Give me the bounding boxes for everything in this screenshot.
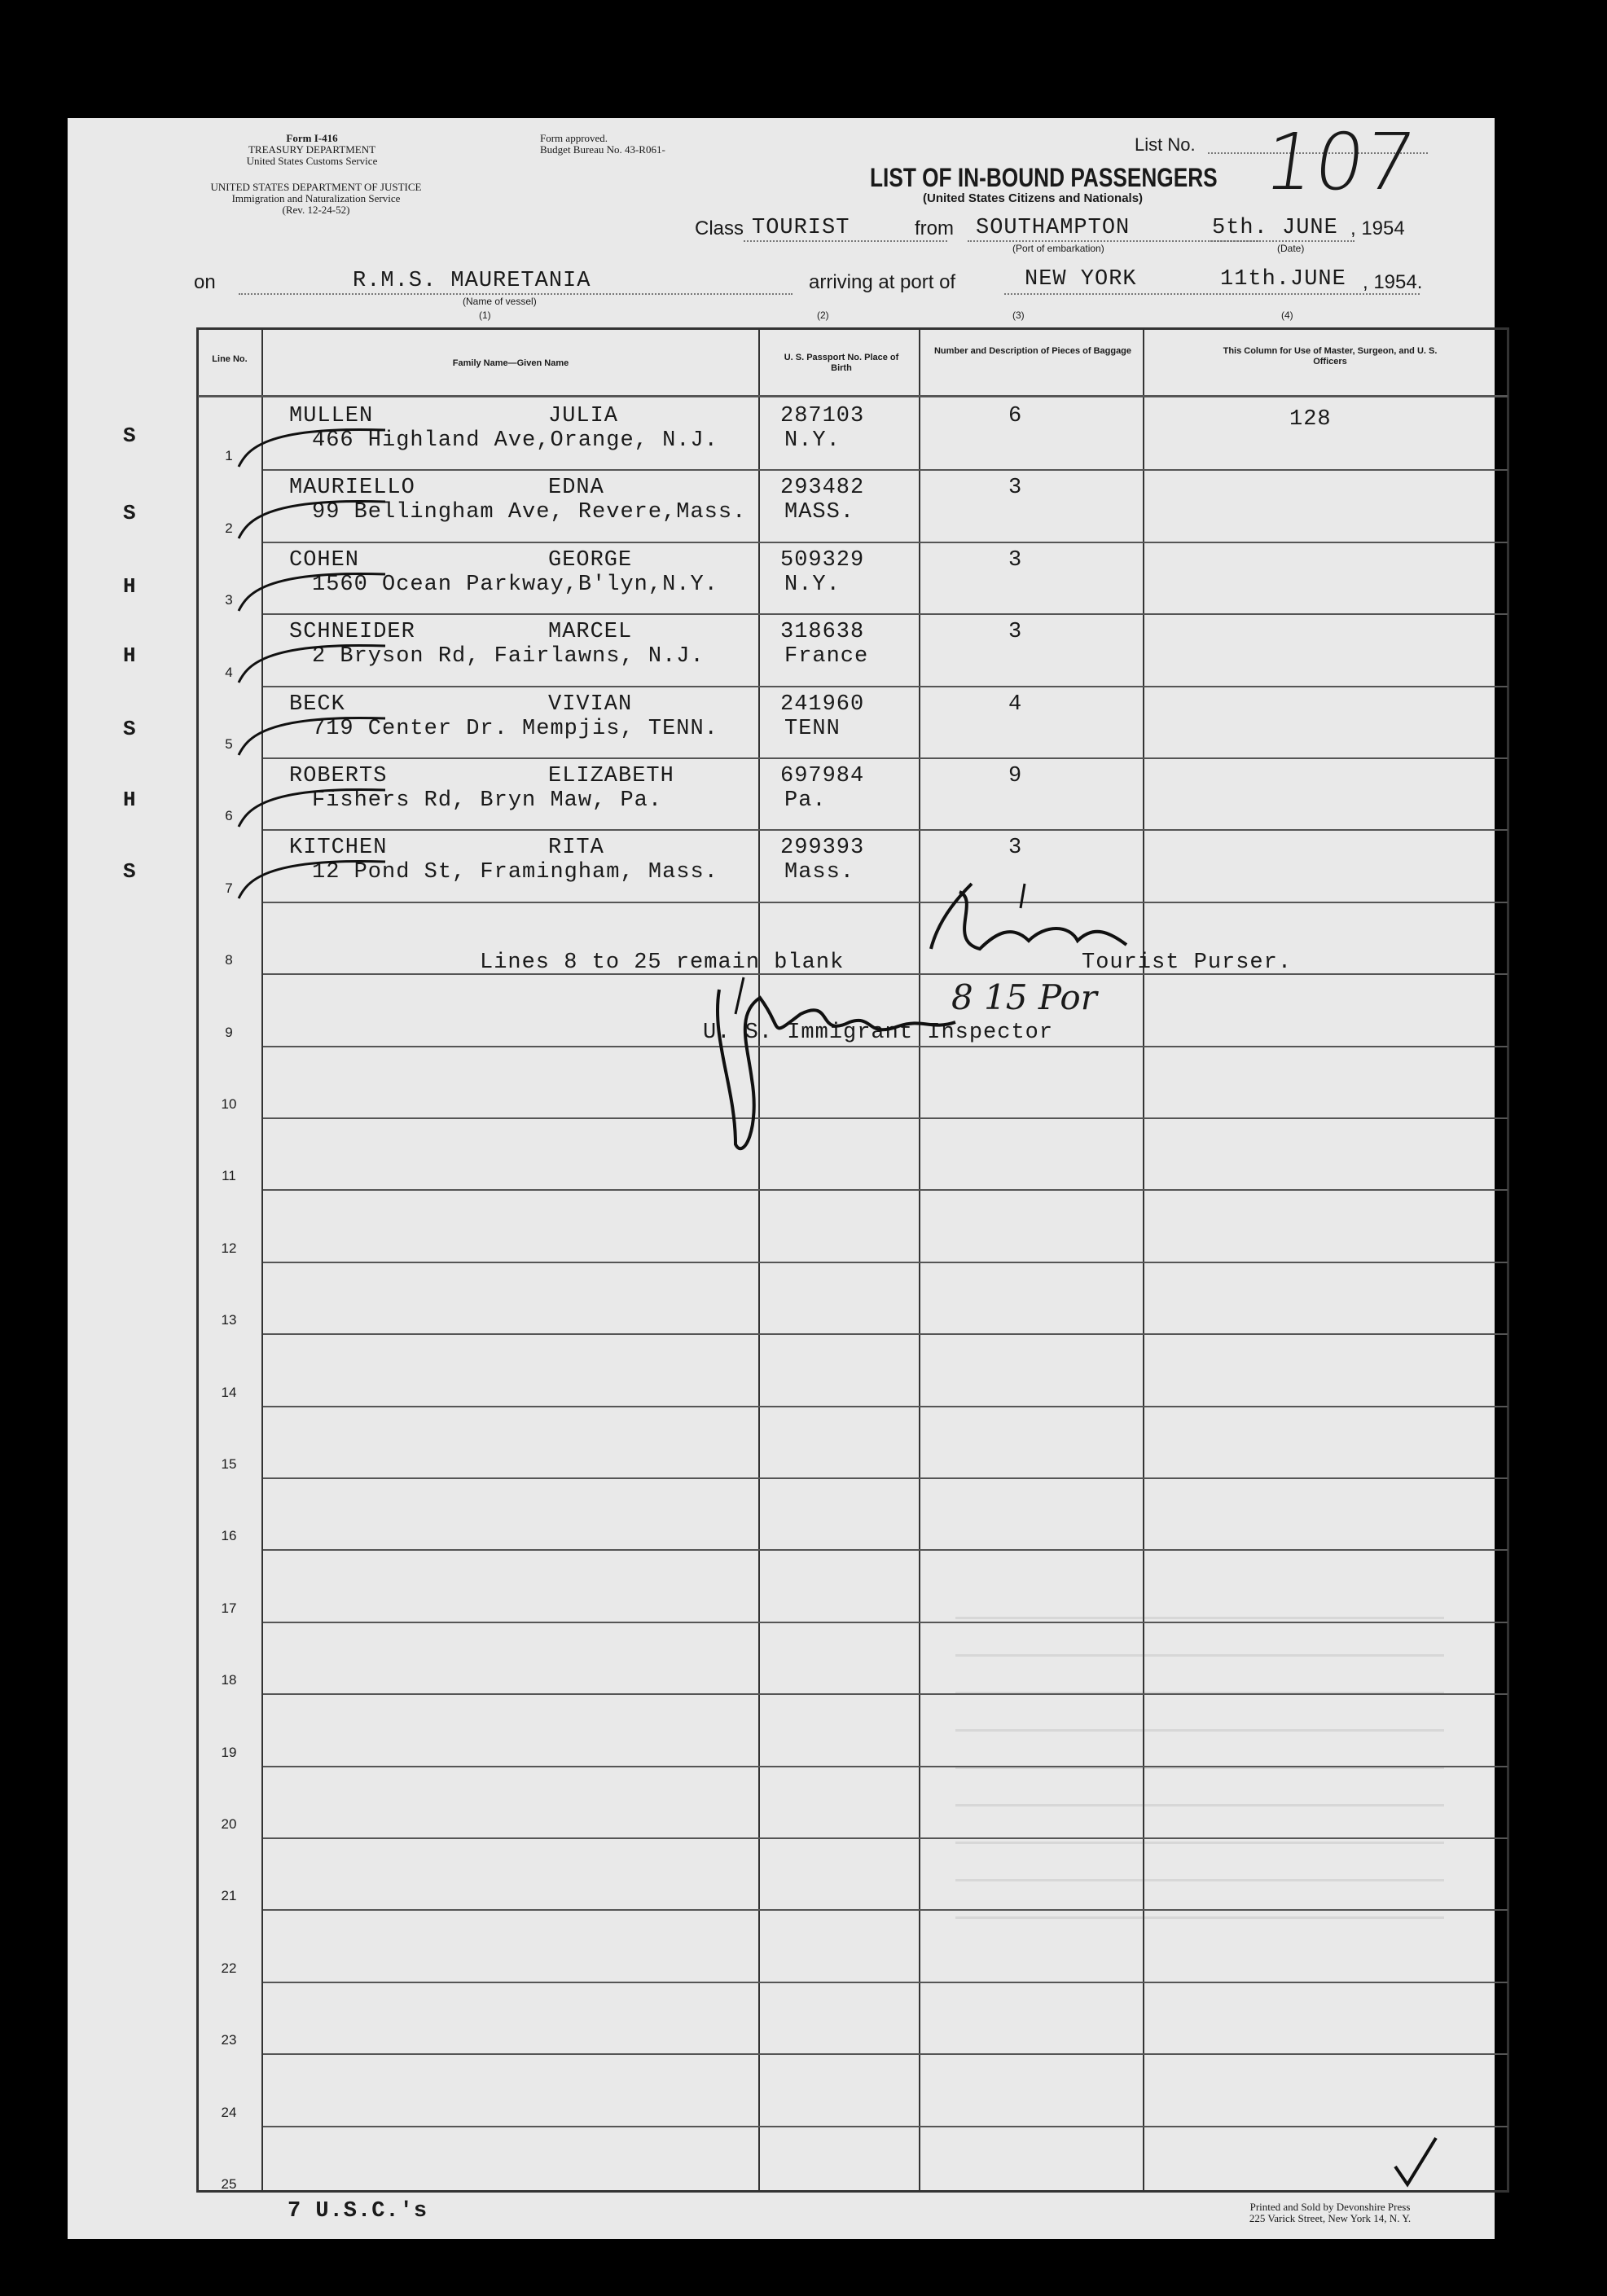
passenger-family-name: COHEN <box>289 547 360 573</box>
arrival-port: NEW YORK <box>1025 267 1137 292</box>
class-value: TOURIST <box>752 216 850 240</box>
baggage-count: 4 <box>1008 691 1023 717</box>
place-of-birth: Pa. <box>784 788 827 813</box>
passenger-family-name: ROBERTS <box>289 764 388 788</box>
passenger-address: 99 Bellingham Ave, Revere,Mass. <box>312 500 747 525</box>
line-check-mark <box>231 706 393 763</box>
line-check-mark <box>231 849 393 907</box>
class-line <box>744 240 947 242</box>
passport-number: 241960 <box>780 691 865 717</box>
margin-letter: H <box>123 643 136 668</box>
arrival-year: , 1954. <box>1363 271 1423 293</box>
baggage-count: 9 <box>1008 764 1023 788</box>
passport-number: 509329 <box>780 547 865 573</box>
arrival-line <box>1004 293 1420 295</box>
baggage-count: 3 <box>1008 547 1023 573</box>
header-rule <box>198 395 1508 397</box>
line-number: 1 <box>225 448 233 464</box>
form-number: Form I-416 <box>286 132 338 144</box>
treasury-dept: TREASURY DEPARTMENT <box>248 143 376 156</box>
line-number: 6 <box>225 808 233 824</box>
line-number: 3 <box>225 592 233 608</box>
row-rule <box>263 613 1508 615</box>
row-rule <box>263 686 1508 687</box>
purser-label: Tourist Purser. <box>1082 950 1293 975</box>
departure-year: , 1954 <box>1350 217 1405 239</box>
row-rule <box>263 2053 1508 2055</box>
from-value: SOUTHAMPTON <box>976 216 1131 240</box>
line-number: 16 <box>221 1528 237 1544</box>
line-number: 10 <box>221 1096 237 1112</box>
line-number: 20 <box>221 1816 237 1832</box>
on-label: on <box>194 271 216 293</box>
passport-number: 287103 <box>780 404 865 428</box>
row-rule <box>263 2126 1508 2127</box>
line-number: 22 <box>221 1960 237 1976</box>
place-of-birth: N.Y. <box>784 428 841 453</box>
row-rule <box>263 1262 1508 1263</box>
bleed-through-text <box>955 1617 1444 1926</box>
purser-signature <box>882 876 1192 965</box>
col-divider <box>919 327 920 2193</box>
margin-letter: H <box>123 574 136 599</box>
col-header-line: Line No. <box>212 354 248 364</box>
from-label: from <box>915 217 954 239</box>
line-check-mark <box>231 562 393 619</box>
justice-dept: UNITED STATES DEPARTMENT OF JUSTICE <box>210 181 422 193</box>
passenger-family-name: KITCHEN <box>289 836 388 861</box>
line-number: 8 <box>225 952 233 968</box>
row-rule <box>263 1333 1508 1335</box>
col-num-4: (4) <box>1281 309 1293 321</box>
customs-service: United States Customs Service <box>246 155 378 167</box>
row-rule <box>263 1982 1508 1983</box>
form-revision: (Rev. 12-24-52) <box>282 204 350 216</box>
passenger-given-name: VIVIAN <box>548 691 633 717</box>
col-header-passport: U. S. Passport No. Place of Birth <box>784 353 899 373</box>
port-caption: (Port of embarkation) <box>1012 243 1104 254</box>
row-rule <box>263 1189 1508 1191</box>
passenger-address: 12 Pond St, Framingham, Mass. <box>312 860 718 885</box>
passenger-given-name: GEORGE <box>548 547 633 573</box>
margin-letter: S <box>123 501 136 525</box>
vessel-caption: (Name of vessel) <box>463 296 537 307</box>
line-number: 13 <box>221 1312 237 1328</box>
passenger-family-name: SCHNEIDER <box>289 620 415 645</box>
form-subtitle: (United States Citizens and Nationals) <box>923 191 1144 205</box>
line-check-mark <box>231 778 393 835</box>
form-title: LIST OF IN-BOUND PASSENGERS <box>870 163 1218 192</box>
date-caption: (Date) <box>1277 243 1305 254</box>
passenger-family-name: MAURIELLO <box>289 476 415 501</box>
line-number: 19 <box>221 1744 237 1760</box>
passport-number: 318638 <box>780 620 865 645</box>
baggage-count: 3 <box>1008 836 1023 861</box>
place-of-birth: France <box>784 644 869 669</box>
col-num-3: (3) <box>1012 309 1025 321</box>
passenger-address: 719 Center Dr. Mempjis, TENN. <box>312 716 718 741</box>
place-of-birth: MASS. <box>784 500 855 525</box>
printer-line-1: Printed and Sold by Devonshire Press <box>1249 2201 1411 2213</box>
inspector-signature <box>687 965 980 1177</box>
officer-note: 128 <box>1289 407 1332 432</box>
col-num-2: (2) <box>817 309 829 321</box>
line-number: 2 <box>225 520 233 536</box>
vessel-line <box>239 293 793 295</box>
passenger-given-name: JULIA <box>548 404 619 428</box>
row-rule <box>263 1406 1508 1407</box>
class-label: Class <box>695 217 744 239</box>
baggage-count: 3 <box>1008 476 1023 501</box>
blank-lines-note: Lines 8 to 25 remain blank <box>480 950 845 975</box>
passenger-address: 466 Highland Ave,Orange, N.J. <box>312 428 718 453</box>
footer-count: 7 U.S.C.'s <box>288 2199 428 2224</box>
line-number: 15 <box>221 1456 237 1472</box>
passenger-given-name: MARCEL <box>548 620 633 645</box>
passenger-address: 2 Bryson Rd, Fairlawns, N.J. <box>312 644 705 669</box>
row-rule <box>263 469 1508 471</box>
row-rule <box>263 542 1508 543</box>
passenger-address: Fishers Rd, Bryn Maw, Pa. <box>312 788 663 813</box>
list-no-value: 107 <box>1258 116 1421 208</box>
col-divider <box>758 327 760 2193</box>
line-check-mark <box>231 634 393 691</box>
place-of-birth: TENN <box>784 716 841 741</box>
vessel-name: R.M.S. MAURETANIA <box>353 269 591 293</box>
line-number: 11 <box>222 1168 236 1184</box>
line-number: 24 <box>221 2104 237 2120</box>
date-line <box>1208 240 1355 242</box>
margin-letter: H <box>123 788 136 812</box>
baggage-count: 6 <box>1008 404 1023 428</box>
place-of-birth: Mass. <box>784 860 855 885</box>
row-rule <box>263 1477 1508 1479</box>
passport-number: 293482 <box>780 476 865 501</box>
line-check-mark <box>231 418 393 475</box>
passenger-family-name: MULLEN <box>289 404 374 428</box>
row-rule <box>263 757 1508 759</box>
line-number: 5 <box>225 736 233 752</box>
line-number: 4 <box>225 664 233 680</box>
passenger-given-name: RITA <box>548 836 604 861</box>
col-num-1: (1) <box>479 309 491 321</box>
arrival-date: 11th.JUNE <box>1220 267 1346 292</box>
document-page <box>68 118 1495 2239</box>
list-no-label: List No. <box>1135 134 1196 155</box>
col-header-baggage: Number and Description of Pieces of Baggage <box>933 346 1132 356</box>
budget-bureau: Budget Bureau No. 43-R061- <box>540 143 665 156</box>
form-approved: Form approved. <box>540 132 608 144</box>
arriving-label: arriving at port of <box>809 271 956 293</box>
passenger-family-name: BECK <box>289 691 345 717</box>
inspector-label: U. S. Immigrant Inspector <box>703 1021 1054 1045</box>
row-rule <box>263 829 1508 831</box>
line-number: 7 <box>225 880 233 896</box>
handwritten-note: 8 15 Por <box>951 977 1097 1017</box>
margin-letter: S <box>123 859 136 884</box>
ins-service: Immigration and Naturalization Service <box>231 192 401 204</box>
col-header-officers: This Column for Use of Master, Surgeon, and U. S. Officers <box>1223 346 1438 367</box>
margin-letter: S <box>123 424 136 448</box>
line-number: 18 <box>221 1672 237 1688</box>
margin-letter: S <box>123 717 136 741</box>
passenger-given-name: ELIZABETH <box>548 764 674 788</box>
passport-number: 299393 <box>780 836 865 861</box>
place-of-birth: N.Y. <box>784 572 841 597</box>
printer-line-2: 225 Varick Street, New York 14, N. Y. <box>1249 2212 1412 2224</box>
line-number: 14 <box>221 1384 237 1400</box>
line-number: 25 <box>221 2176 237 2192</box>
line-number: 9 <box>225 1024 233 1040</box>
line-number: 12 <box>221 1240 237 1256</box>
line-number: 17 <box>221 1600 237 1616</box>
passport-number: 697984 <box>780 764 865 788</box>
check-mark-icon <box>1387 2134 1444 2191</box>
passenger-address: 1560 Ocean Parkway,B'lyn,N.Y. <box>312 572 718 597</box>
departure-date: 5th. JUNE <box>1212 216 1338 240</box>
line-number: 23 <box>221 2032 237 2048</box>
col-header-name: Family Name—Given Name <box>452 358 569 368</box>
line-check-mark <box>231 489 393 547</box>
baggage-count: 3 <box>1008 620 1023 645</box>
passenger-given-name: EDNA <box>548 476 604 501</box>
line-number: 21 <box>221 1888 237 1904</box>
row-rule <box>263 1549 1508 1551</box>
